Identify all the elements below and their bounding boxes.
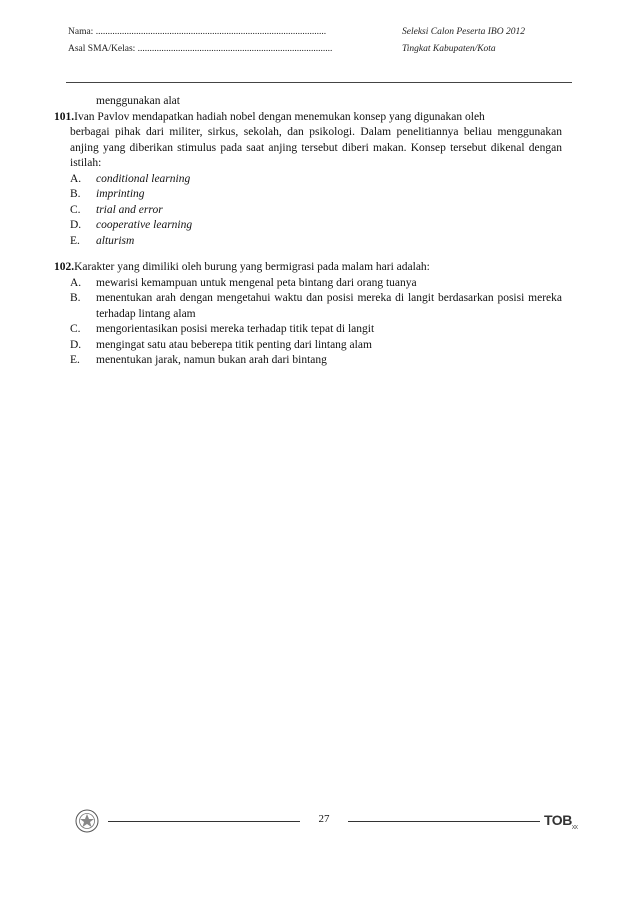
seal-icon xyxy=(74,808,100,834)
option-text: alturism xyxy=(96,234,135,247)
previous-question-continuation: menggunakan alat xyxy=(96,95,180,107)
option-letter: A. xyxy=(70,276,82,289)
option-letter: B. xyxy=(70,292,81,304)
option-a xyxy=(54,276,562,292)
school-field-label: Asal SMA/Kelas: .................................................................................. xyxy=(68,44,333,54)
option-letter: C. xyxy=(70,203,81,216)
option-b xyxy=(54,291,562,322)
option-d xyxy=(54,218,562,234)
option-b xyxy=(54,187,562,203)
option-letter: B. xyxy=(70,188,81,200)
question-text-first-line: Karakter yang dimiliki oleh burung yang bermigrasi pada malam hari adalah: xyxy=(74,261,430,273)
page-footer xyxy=(70,808,576,838)
exam-title: Seleksi Calon Peserta IBO 2012 xyxy=(402,27,525,37)
header-row-1 xyxy=(68,24,544,41)
logo-suffix: XX xyxy=(571,824,578,831)
option-letter: A. xyxy=(70,172,82,185)
name-field-label: Nama: ................................................................................................. xyxy=(68,27,327,37)
option-d xyxy=(54,338,562,354)
question-stem xyxy=(54,110,562,126)
option-letter: D. xyxy=(70,338,82,351)
option-e xyxy=(54,234,562,250)
exam-level: Tingkat Kabupaten/Kota xyxy=(402,44,496,54)
option-text: trial and error xyxy=(96,203,163,216)
header-divider xyxy=(66,82,572,83)
tob-logo xyxy=(544,812,577,831)
option-letter: C. xyxy=(70,323,81,335)
option-text: cooperative learning xyxy=(96,219,193,231)
option-letter: D. xyxy=(70,219,82,231)
question-stem xyxy=(54,260,562,276)
logo-text: TOB xyxy=(544,812,572,828)
header-row-2 xyxy=(68,41,544,58)
question-102 xyxy=(54,260,562,369)
footer-rule-right xyxy=(348,821,540,822)
option-c xyxy=(54,203,562,219)
question-content xyxy=(54,94,562,380)
option-a xyxy=(54,172,562,188)
option-text: imprinting xyxy=(96,188,145,200)
option-letter: E. xyxy=(70,234,80,247)
option-text: menentukan arah dengan mengetahui waktu dan posisi mereka di langit berdasarkan posisi mereka terhadap lintang alam xyxy=(96,292,562,320)
option-text: menentukan jarak, namun bukan arah dari bintang xyxy=(96,354,327,366)
question-number: 101. xyxy=(54,110,75,123)
question-text-body: berbagai pihak dari militer, sirkus, sekolah, dan psikologi. Dalam penelitiannya beliau menggunakan anjing yang diberikan stimulus pada saat anjing tersebut diberi makan. Konsep tersebut dikenal dengan istilah: xyxy=(70,126,562,169)
option-text: mewarisi kemampuan untuk mengenal peta bintang dari orang tuanya xyxy=(96,276,417,289)
page-number: 27 xyxy=(318,813,330,825)
page-header xyxy=(68,24,544,58)
question-101 xyxy=(54,110,562,250)
option-text: mengorientasikan posisi mereka terhadap titik tepat di langit xyxy=(96,323,375,335)
question-text-first-line: Ivan Pavlov mendapatkan hadiah nobel dengan menemukan konsep yang digunakan oleh xyxy=(74,110,485,123)
footer-rule-left xyxy=(108,821,300,822)
option-e xyxy=(54,353,562,369)
option-letter: E. xyxy=(70,354,80,366)
option-text: mengingat satu atau beberepa titik penting dari lintang alam xyxy=(96,338,372,351)
option-c xyxy=(54,322,562,338)
option-text: conditional learning xyxy=(96,172,191,185)
question-number: 102. xyxy=(54,261,75,273)
